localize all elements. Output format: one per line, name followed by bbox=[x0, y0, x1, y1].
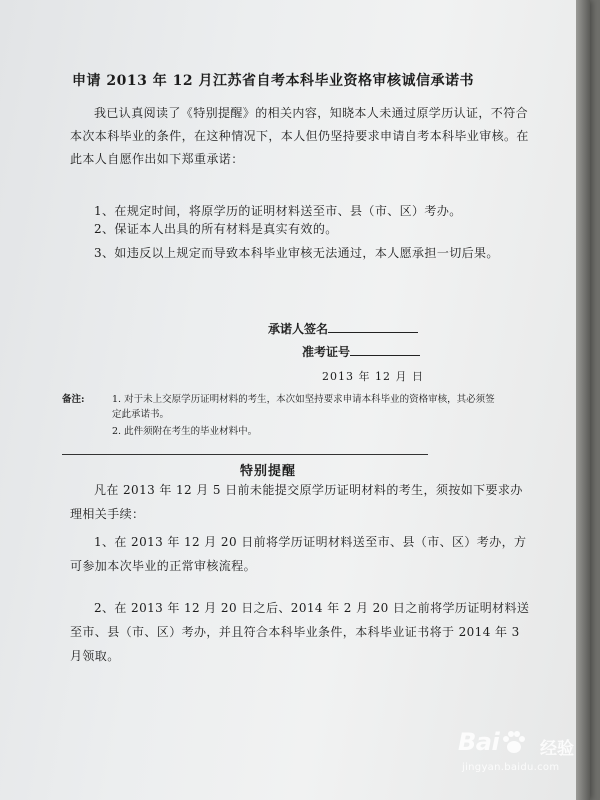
reminder-paragraph: 凡在 2013 年 12 月 5 日前未能提交原学历证明材料的考生，须按如下要求办理相关手续： bbox=[70, 483, 523, 521]
baidu-jingyan-watermark bbox=[458, 726, 598, 786]
signature-blank bbox=[328, 320, 418, 333]
signature-label: 承诺人签名 bbox=[268, 322, 329, 336]
admission-label: 准考证号 bbox=[302, 345, 351, 359]
admission-number-line bbox=[302, 343, 420, 360]
reminder-paragraph: 1、在 2013 年 12 月 20 日前将学历证明材料送至市、县（市、区）考办，方可参加本次毕业的正常审核流程。 bbox=[70, 535, 527, 573]
pledge-item: 3、如违反以上规定而导致本科毕业审核无法通过，本人愿承担一切后果。 bbox=[94, 246, 499, 260]
page-edge-shadow bbox=[576, 0, 590, 800]
admission-blank bbox=[350, 343, 420, 356]
section-divider bbox=[62, 454, 428, 455]
note-item: 1. 对于未上交原学历证明材料的考生，本次如坚持要求申请本科毕业的资格审核，其必须签定此承诺书。 bbox=[112, 394, 495, 420]
intro-paragraph: 我已认真阅读了《特别提醒》的相关内容，知晓本人未通过原学历认证，不符合本次本科毕业的条件，在这种情况下，本人但仍坚持要求申请自考本科毕业审核。在此本人自愿作出如下郑重承诺： bbox=[70, 106, 529, 166]
date-line: 2013 年 12 月 日 bbox=[322, 370, 424, 383]
note-item: 2. 此件须附在考生的毕业材料中。 bbox=[112, 426, 258, 437]
paw-icon bbox=[500, 728, 528, 756]
document-title: 申请 2013 年 12 月江苏省自考本科毕业资格审核诚信承诺书 bbox=[72, 73, 474, 89]
watermark-name: 经验 bbox=[540, 739, 574, 759]
pledge-item: 2、保证本人出具的所有材料是真实有效的。 bbox=[94, 222, 338, 236]
notes-label: 备注: bbox=[62, 394, 85, 405]
watermark-brand: Bai bbox=[458, 728, 500, 756]
reminder-title: 特别提醒 bbox=[240, 464, 297, 479]
signature-line bbox=[268, 320, 418, 337]
reminder-paragraph: 2、在 2013 年 12 月 20 日之后、2014 年 2 月 20 日之前将学历证明材料送至市、县（市、区）考办，并且符合本科毕业条件，本科毕业证书将于 2014 年 3 月领取。 bbox=[70, 601, 530, 663]
watermark-url: jingyan.baidu.com bbox=[462, 762, 560, 773]
pledge-item: 1、在规定时间，将原学历的证明材料送至市、县（市、区）考办。 bbox=[94, 204, 462, 218]
